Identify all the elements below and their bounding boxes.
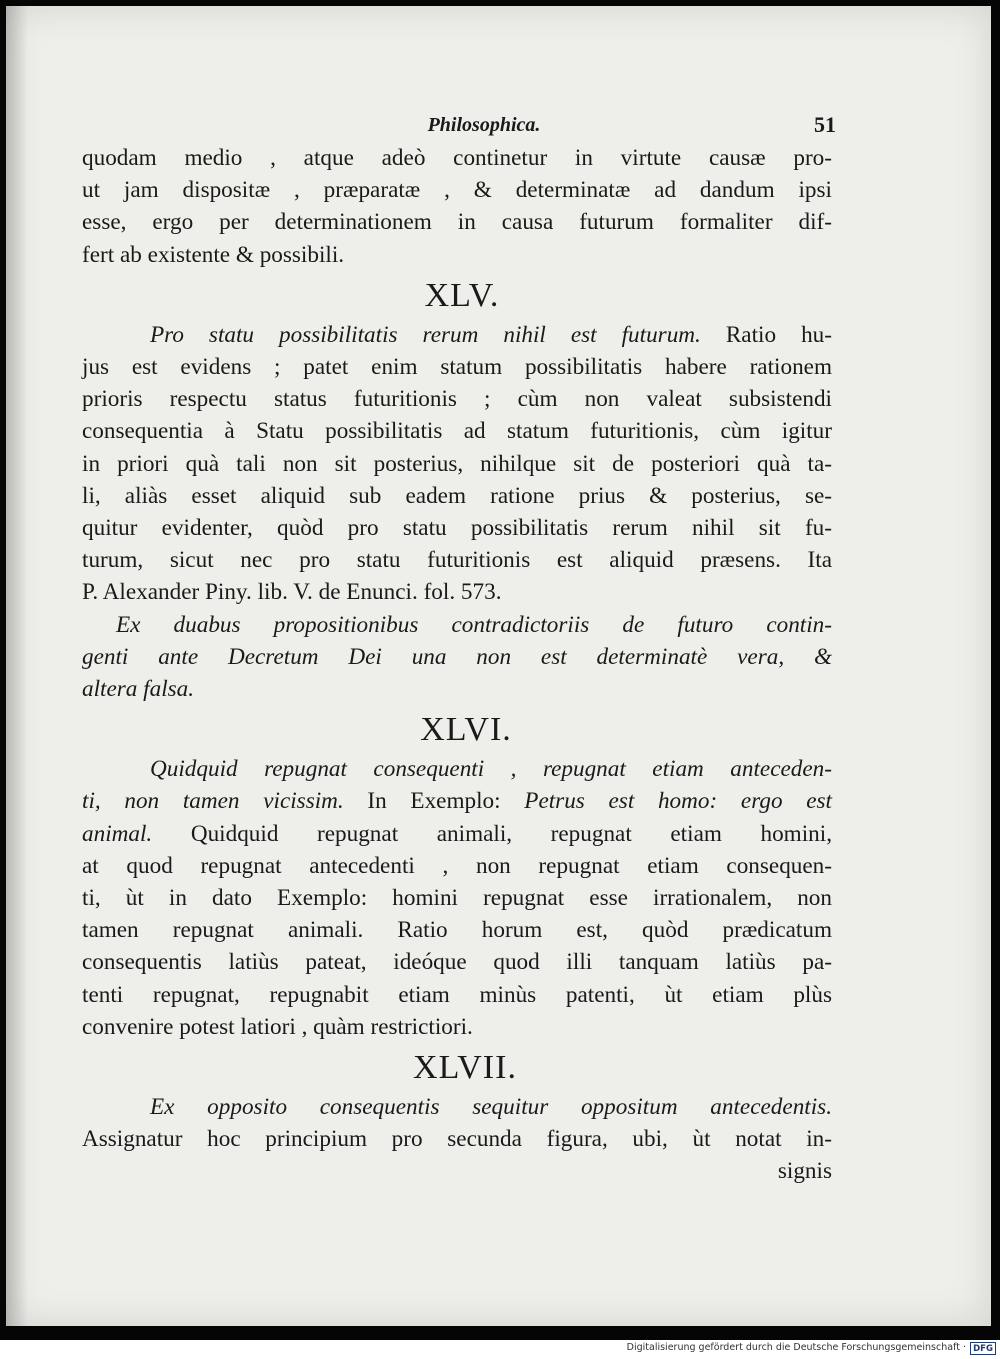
text-span: In Exemplo: [343,788,525,815]
running-header: Philosophica. [427,114,541,136]
text-line: tamen repugnat animali. Ratio horum est, quòd prædicatum [82,917,832,944]
text-line: turum, sicut nec pro statu futuritionis est aliquid præsens. Ita [82,547,832,574]
proposition-text: Quidquid repugnat consequenti , repugnat etiam anteceden- [150,756,832,783]
catchword: signis [777,1158,832,1185]
section-heading-xlvi: XLVI. [420,711,512,749]
text-line [82,785,832,817]
digitization-credit: Digitalisierung gefördert durch die Deutsche Forschungsgemeinschaft · [626,1342,966,1353]
text-line: fert ab existente & possibili. [82,241,345,268]
text-line: esse, ergo per determinationem in causa futurum formaliter dif- [82,209,832,236]
text-line: quodam medio , atque adeò continetur in virtute causæ pro- [82,145,832,171]
text-line: quitur evidenter, quòd pro statu possibilitatis rerum nihil sit fu- [82,515,832,542]
text-line: in priori quà tali non sit posterius, nihilque sit de posteriori quà ta- [82,450,832,477]
section-heading-xlvii: XLVII. [413,1049,517,1087]
example-text: Petrus est homo: ergo est [524,788,832,815]
text-line: ut jam dispositæ , præparatæ , & determinatæ ad dandum ipsi [82,177,832,204]
text-line: convenire potest latiori , quàm restrictiori. [82,1013,473,1040]
text-line: ti, ùt in dato Exemplo: homini repugnat esse irrationalem, non [82,885,832,912]
text-line: prioris respectu status futuritionis ; cùm non valeat subsistendi [82,386,832,413]
text-line: at quod repugnat antecedenti , non repugnat etiam consequen- [82,852,832,879]
text-line: P. Alexander Piny. lib. V. de Enunci. fol. 573. [82,579,502,606]
text-span: Quidquid repugnat animali, repugnat etiam homini, [152,820,832,847]
page-body [82,142,832,1188]
text-line: consequentia à Statu possibilitatis ad statum futuritionis, cùm igitur [82,418,832,445]
proposition-text: Ex opposito consequentis sequitur oppositum antecedentis. [150,1094,832,1121]
proposition-text: altera falsa. [82,676,195,703]
section-heading-xlv: XLV. [424,276,500,314]
text-line [82,319,832,351]
page-number: 51 [814,112,836,137]
proposition-text: ti, non tamen vicissim. [82,788,344,815]
text-line: consequentis latiùs pateat, ideóque quod illi tanquam latiùs pa- [82,949,832,976]
example-text: animal. [82,820,153,847]
text-line: tenti repugnat, repugnabit etiam minùs patenti, ùt etiam plùs [82,981,832,1008]
proposition-text: Pro statu possibilitatis rerum nihil est futurum. [150,321,701,348]
text-span: Ratio hu- [700,321,832,348]
text-line: jus est evidens ; patet enim statum possibilitatis habere rationem [82,354,832,381]
text-line [82,818,832,850]
text-line: li, aliàs esset aliquid sub eadem ratione prius & posterius, se- [82,482,832,509]
text-line: Assignatur hoc principium pro secunda figura, ubi, ùt notat in- [82,1126,832,1153]
proposition-text: Ex duabus propositionibus contradictoriis de futuro contin- [116,611,832,638]
dfg-logo-icon: DFG [970,1342,996,1355]
proposition-text: genti ante Decretum Dei una non est determinatè vera, & [82,643,832,670]
